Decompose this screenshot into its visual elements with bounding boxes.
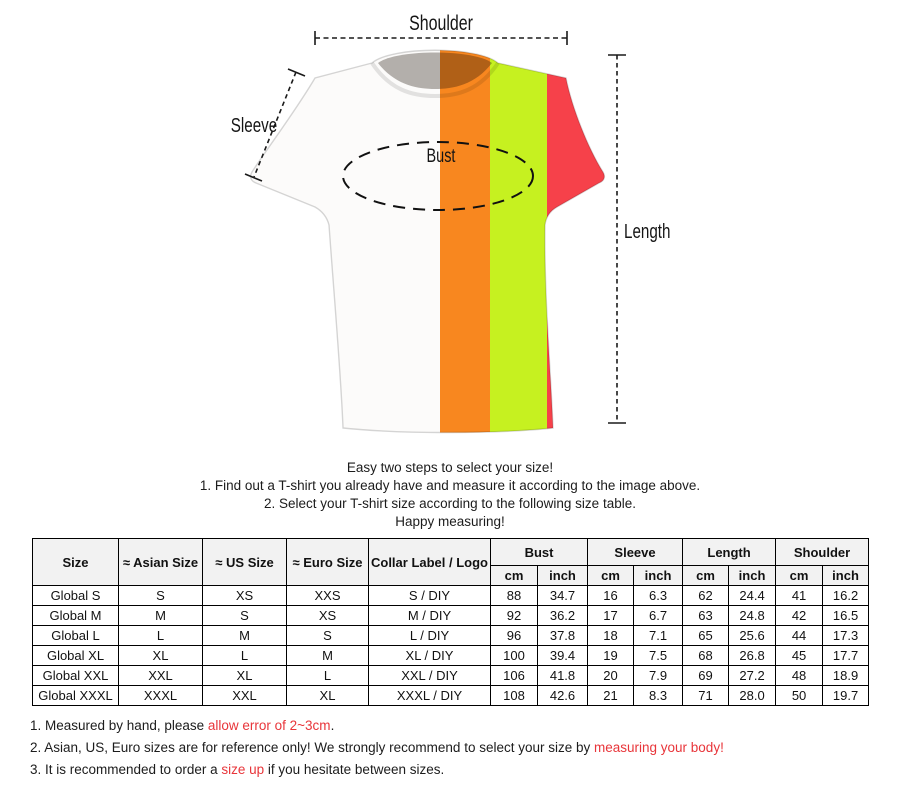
bust-label: Bust: [426, 145, 456, 167]
cell: M: [119, 606, 203, 626]
cell: M / DIY: [369, 606, 491, 626]
cell: Global XL: [33, 646, 119, 666]
cell: 17: [588, 606, 634, 626]
sleeve-cm-header: cm: [588, 566, 634, 586]
cell: Global M: [33, 606, 119, 626]
cell: 62: [683, 586, 729, 606]
cell: 36.2: [538, 606, 588, 626]
cell: 68: [683, 646, 729, 666]
cell: M: [287, 646, 369, 666]
cell: 7.1: [634, 626, 683, 646]
cell: 34.7: [538, 586, 588, 606]
size-row-global-xl: [33, 646, 869, 666]
cell: XS: [203, 586, 287, 606]
note-highlight: size up: [221, 762, 265, 777]
cell: Global S: [33, 586, 119, 606]
cell: S: [119, 586, 203, 606]
cell: S: [203, 606, 287, 626]
notes: [30, 715, 880, 781]
sleeve-label: Sleeve: [230, 113, 278, 137]
cell: 41.8: [538, 666, 588, 686]
cell: 24.4: [729, 586, 776, 606]
bust-cm-header: cm: [491, 566, 538, 586]
cell: 39.4: [538, 646, 588, 666]
note-text: 1. Measured by hand, please: [30, 718, 208, 733]
cell: L: [203, 646, 287, 666]
cell: 27.2: [729, 666, 776, 686]
cell: XL / DIY: [369, 646, 491, 666]
cell: L: [287, 666, 369, 686]
cell: 16: [588, 586, 634, 606]
cell: XXS: [287, 586, 369, 606]
cell: L / DIY: [369, 626, 491, 646]
cell: 18.9: [823, 666, 869, 686]
instruction-line-1: Easy two steps to select your size!: [346, 460, 554, 475]
cell: 48: [776, 666, 823, 686]
bust-inch-header: inch: [538, 566, 588, 586]
cell: 42.6: [538, 686, 588, 706]
cell: 37.8: [538, 626, 588, 646]
shoulder-label: Shoulder: [409, 10, 473, 35]
cell: 6.3: [634, 586, 683, 606]
cell: 17.7: [823, 646, 869, 666]
instruction-line-4: Happy measuring!: [395, 514, 505, 529]
cell: 71: [683, 686, 729, 706]
stripe-lime: [490, 35, 547, 445]
note-line-3: [30, 759, 880, 781]
cell: XL: [203, 666, 287, 686]
note-line-1: [30, 715, 880, 737]
cell: 65: [683, 626, 729, 646]
cell: 96: [491, 626, 538, 646]
cell: 25.6: [729, 626, 776, 646]
cell: 19.7: [823, 686, 869, 706]
col-header-asian-size: ≈ Asian Size: [119, 539, 203, 586]
length-cm-header: cm: [683, 566, 729, 586]
note-text: if you hesitate between sizes.: [264, 762, 445, 777]
cell: 88: [491, 586, 538, 606]
cell: 92: [491, 606, 538, 626]
size-row-global-s: [33, 586, 869, 606]
shoulder-cm-header: cm: [776, 566, 823, 586]
cell: 21: [588, 686, 634, 706]
cell: 7.9: [634, 666, 683, 686]
cell: XXL: [203, 686, 287, 706]
cell: 26.8: [729, 646, 776, 666]
col-header-length: Length: [683, 539, 776, 566]
cell: XL: [119, 646, 203, 666]
cell: XL: [287, 686, 369, 706]
cell: 7.5: [634, 646, 683, 666]
cell: 44: [776, 626, 823, 646]
col-header-size: Size: [33, 539, 119, 586]
cell: Global XXXL: [33, 686, 119, 706]
instruction-line-3: 2. Select your T-shirt size according to the following size table.: [264, 496, 636, 511]
cell: 18: [588, 626, 634, 646]
cell: 108: [491, 686, 538, 706]
cell: 16.5: [823, 606, 869, 626]
col-header-euro-size: ≈ Euro Size: [287, 539, 369, 586]
cell: 19: [588, 646, 634, 666]
col-header-collar: Collar Label / Logo: [369, 539, 491, 586]
col-header-sleeve: Sleeve: [588, 539, 683, 566]
cell: S: [287, 626, 369, 646]
stripe-red: [547, 35, 615, 445]
cell: 6.7: [634, 606, 683, 626]
cell: 50: [776, 686, 823, 706]
col-header-us-size: ≈ US Size: [203, 539, 287, 586]
size-row-global-m: [33, 606, 869, 626]
note-text: 2. Asian, US, Euro sizes are for reference only! We strongly recommend to select your size by: [30, 740, 594, 755]
cell: XXXL / DIY: [369, 686, 491, 706]
cell: 42: [776, 606, 823, 626]
cell: XXL / DIY: [369, 666, 491, 686]
note-text: 3. It is recommended to order a: [30, 762, 222, 777]
sleeve-inch-header: inch: [634, 566, 683, 586]
cell: 8.3: [634, 686, 683, 706]
cell: 28.0: [729, 686, 776, 706]
cell: 106: [491, 666, 538, 686]
length-label: Length: [624, 219, 671, 243]
note-highlight: measuring your body!: [594, 740, 724, 755]
cell: XXXL: [119, 686, 203, 706]
cell: 63: [683, 606, 729, 626]
cell: S / DIY: [369, 586, 491, 606]
cell: 45: [776, 646, 823, 666]
col-header-bust: Bust: [491, 539, 588, 566]
note-highlight: allow error of 2~3cm: [207, 718, 331, 733]
cell: XS: [287, 606, 369, 626]
stripe-white: [230, 35, 440, 445]
cell: Global L: [33, 626, 119, 646]
instruction-line-2: 1. Find out a T-shirt you already have and measure it according to the image above.: [199, 478, 701, 493]
cell: 100: [491, 646, 538, 666]
cell: 41: [776, 586, 823, 606]
cell: 16.2: [823, 586, 869, 606]
note-text: .: [330, 718, 335, 733]
instructions: [0, 459, 900, 531]
note-line-2: [30, 737, 880, 759]
shoulder-inch-header: inch: [823, 566, 869, 586]
length-inch-header: inch: [729, 566, 776, 586]
cell: 17.3: [823, 626, 869, 646]
size-row-global-xxxl: [33, 686, 869, 706]
col-header-shoulder: Shoulder: [776, 539, 869, 566]
cell: 69: [683, 666, 729, 686]
cell: 24.8: [729, 606, 776, 626]
size-row-global-xxl: [33, 666, 869, 686]
size-row-global-l: [33, 626, 869, 646]
size-table: [32, 538, 869, 706]
cell: XXL: [119, 666, 203, 686]
cell: 20: [588, 666, 634, 686]
cell: Global XXL: [33, 666, 119, 686]
cell: L: [119, 626, 203, 646]
cell: M: [203, 626, 287, 646]
